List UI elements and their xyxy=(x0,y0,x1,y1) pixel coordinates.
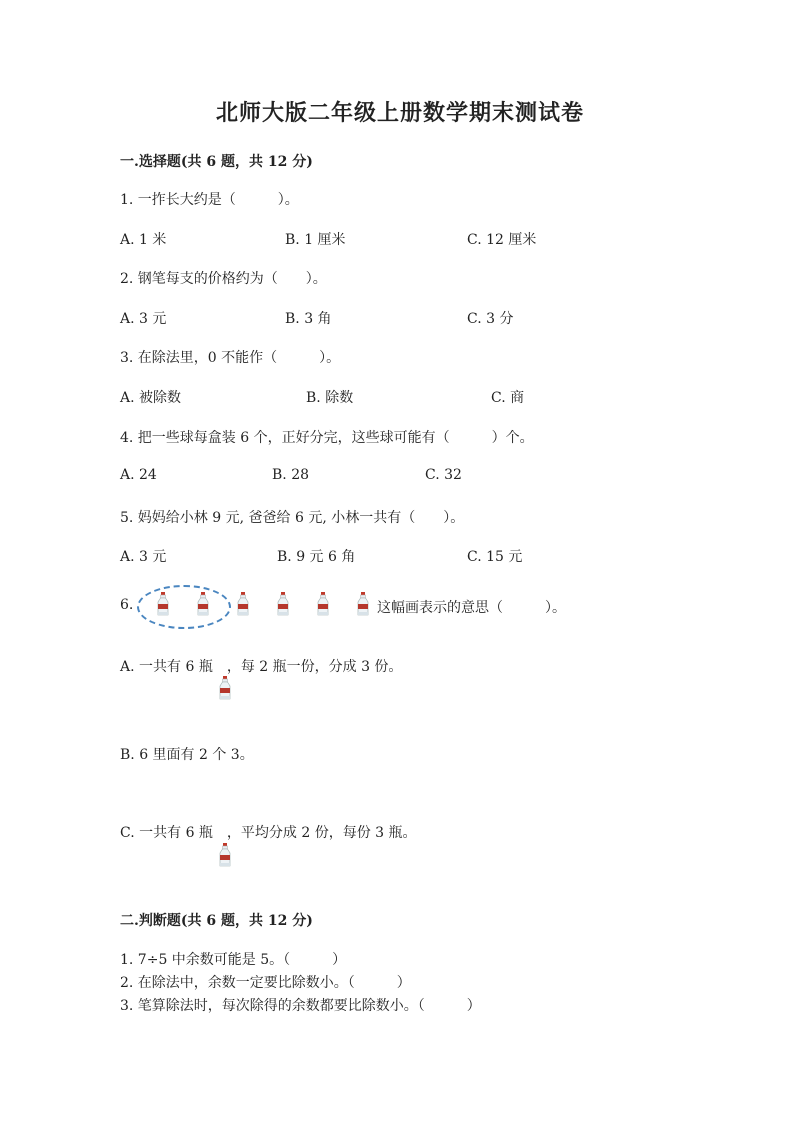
q6-option-c[interactable]: C. 一共有 6 瓶 ，平均分成 2 份，每份 3 瓶。 xyxy=(120,825,417,841)
question-6-stem: 这幅画表示的意思（ ）。 xyxy=(377,600,566,616)
water-bottle-icon xyxy=(317,592,329,616)
water-bottle-icon xyxy=(157,592,169,616)
q4-option-b[interactable]: B. 28 xyxy=(272,467,310,483)
q5-option-c[interactable]: C. 15 元 xyxy=(467,549,523,565)
judgment-item-3: 3. 笔算除法时，每次除得的余数都要比除数小。（ ） xyxy=(120,998,481,1014)
q6-option-a[interactable]: A. 一共有 6 瓶 ，每 2 瓶一份，分成 3 份。 xyxy=(120,659,403,675)
question-6-number: 6. xyxy=(120,597,134,613)
q5-option-a[interactable]: A. 3 元 xyxy=(120,549,167,565)
q2-option-b[interactable]: B. 3 角 xyxy=(285,311,332,327)
question-5: 5. 妈妈给小林 9 元, 爸爸给 6 元, 小林一共有（ ）。 xyxy=(120,510,465,526)
q3-option-b[interactable]: B. 除数 xyxy=(306,390,354,406)
judgment-item-1: 1. 7÷5 中余数可能是 5。（ ） xyxy=(120,952,347,968)
water-bottle-icon xyxy=(237,592,249,616)
group-ring-dashed xyxy=(137,585,231,629)
water-bottle-icon xyxy=(219,843,231,867)
q2-option-c[interactable]: C. 3 分 xyxy=(467,311,514,327)
q4-option-c[interactable]: C. 32 xyxy=(425,467,462,483)
q3-option-a[interactable]: A. 被除数 xyxy=(120,390,182,406)
water-bottle-icon xyxy=(219,676,231,700)
question-1: 1. 一拃长大约是（ ）。 xyxy=(120,192,299,208)
question-3: 3. 在除法里，0 不能作（ ）。 xyxy=(120,350,341,366)
q1-option-a[interactable]: A. 1 米 xyxy=(120,232,167,248)
page-title: 北师大版二年级上册数学期末测试卷 xyxy=(215,100,584,126)
q6-option-b[interactable]: B. 6 里面有 2 个 3。 xyxy=(120,747,254,763)
q1-option-b[interactable]: B. 1 厘米 xyxy=(285,232,346,248)
water-bottle-icon xyxy=(197,592,209,616)
judgment-item-2: 2. 在除法中，余数一定要比除数小。（ ） xyxy=(120,975,411,991)
q2-option-a[interactable]: A. 3 元 xyxy=(120,311,167,327)
question-2: 2. 钢笔每支的价格约为（ ）。 xyxy=(120,271,327,287)
section-heading-choice: 一.选择题(共 6 题，共 12 分) xyxy=(120,154,313,170)
q1-option-c[interactable]: C. 12 厘米 xyxy=(467,232,537,248)
q4-option-a[interactable]: A. 24 xyxy=(120,467,157,483)
q5-option-b[interactable]: B. 9 元 6 角 xyxy=(277,549,356,565)
water-bottle-icon xyxy=(277,592,289,616)
q3-option-c[interactable]: C. 商 xyxy=(491,390,525,406)
question-4: 4. 把一些球每盒装 6 个，正好分完，这些球可能有（ ）个。 xyxy=(120,430,534,446)
water-bottle-icon xyxy=(357,592,369,616)
section-heading-judgment: 二.判断题(共 6 题，共 12 分) xyxy=(120,913,313,929)
